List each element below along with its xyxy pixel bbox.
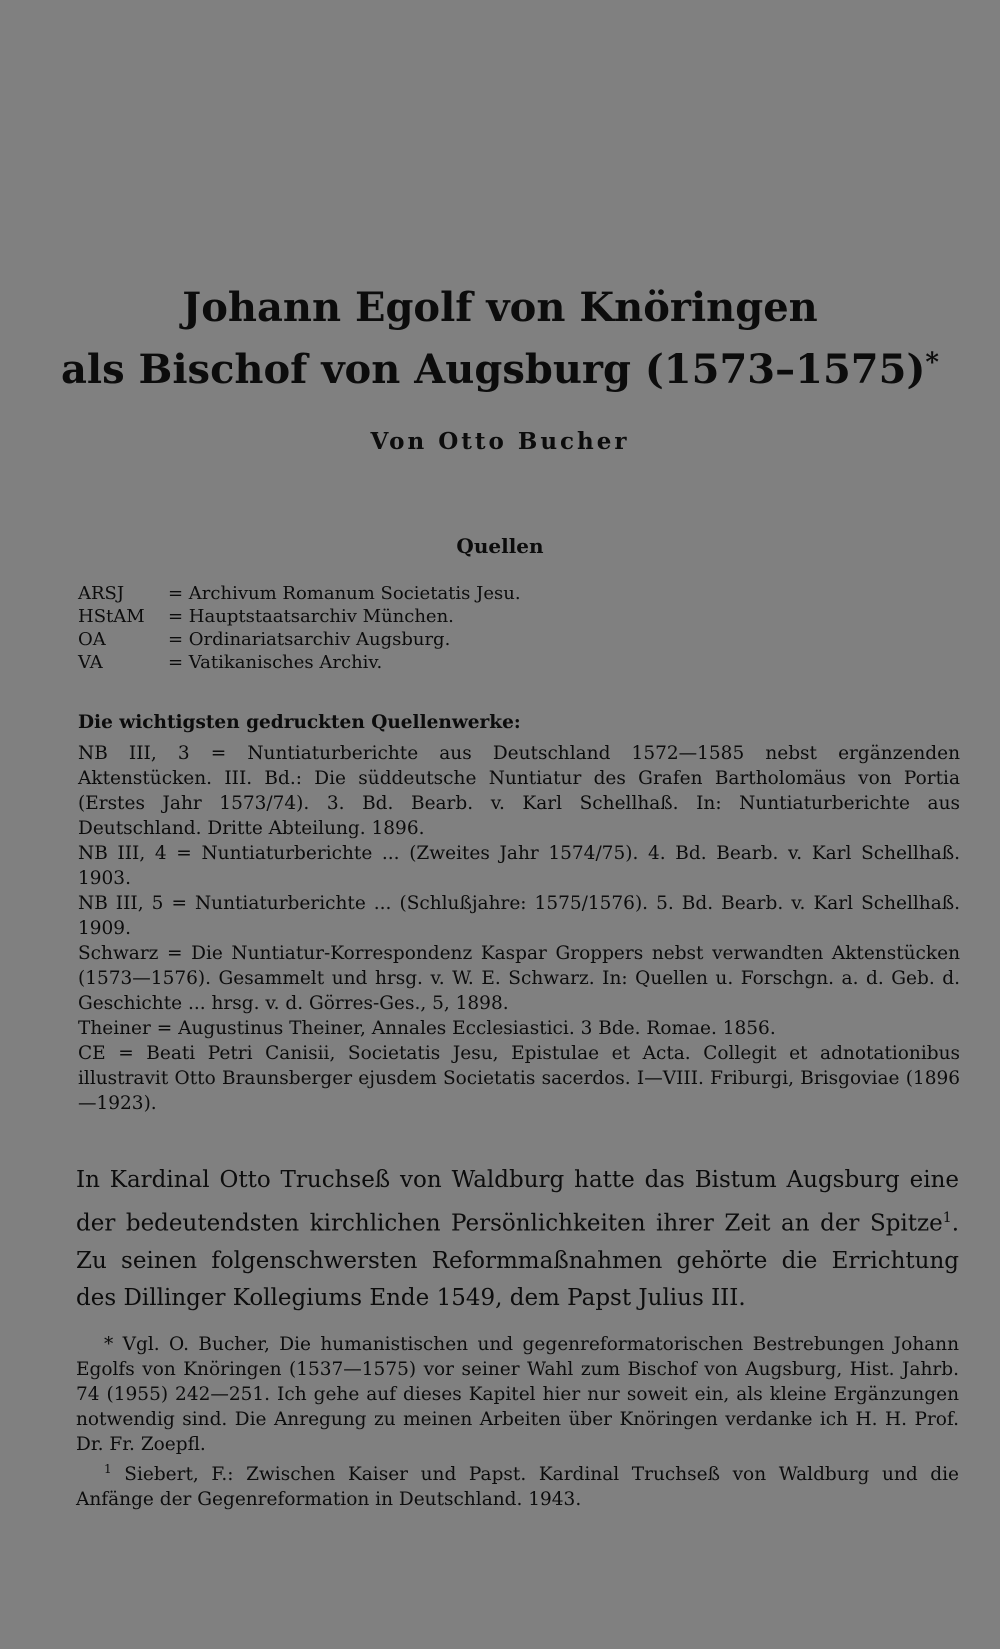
title-footnote-marker: * (925, 348, 939, 378)
footnote-marker: * (104, 1334, 114, 1355)
source-entry: NB III, 3 = Nuntiaturberichte aus Deutschland 1572—1585 nebst ergänzenden Aktenstücken. III. Bd.: Die süddeutsche Nuntiatur des Grafen Bartholomäus von Portia (Erstes Jahr 1573/74). 3. Bd. Bearb. v. Karl Schellhaß. In: Nuntiaturberichte aus Deutschland. Dritte Abteilung. 1896. (78, 743, 960, 839)
footnote-text: Vgl. O. Bucher, Die humanistischen und gegenreformatorischen Bestrebungen Johann Egolfs von Knöringen (1537—1575) vor seiner Wahl zum Bischof von Augsburg, Hist. Jahrb. 74 (1955) 242—251. Ich gehe auf dieses Kapitel hier nur soweit ein, als kleine Ergänzungen notwendig sind. Die Anregung zu meinen Arbeiten über Knöringen verdanke ich H. H. Prof. Dr. Fr. Zoepfl. (76, 1334, 959, 1455)
title-text-1: Johann Egolf von Knöringen (182, 284, 818, 331)
source-entry: CE = Beati Petri Canisii, Societatis Jesu, Epistulae et Acta. Collegit et adnotationibus illustravit Otto Braunsberger ejusdem Societatis sacerdos. I—VIII. Friburgi, Brisgoviae (1896—1923). (78, 1043, 960, 1114)
footnote-text: Siebert, F.: Zwischen Kaiser und Papst. Kardinal Truchseß von Waldburg und die Anfänge der Gegenreformation in Deutschland. 1943. (76, 1464, 960, 1511)
footnote-marker: 1 (104, 1462, 112, 1476)
abbreviation-value: = Ordinariatsarchiv Augsburg. (168, 629, 451, 650)
abbreviation-key: HStAM (78, 606, 145, 627)
title-text-2: als Bischof von Augsburg (1573–1575) (60, 346, 926, 393)
title-line-1 (0, 284, 1000, 331)
abbreviation-row (78, 628, 958, 651)
printed-sources-intro: Die wichtigsten gedruckten Quellenwerke: (78, 712, 521, 733)
abbreviation-row (78, 605, 958, 628)
abbreviation-key: VA (78, 652, 103, 673)
body-paragraph (76, 1162, 959, 1318)
abbreviation-key: ARSJ (78, 583, 125, 604)
body-text-end: . Zu seinen folgenschwersten Reformmaßnahmen gehörte die Errichtung des Dillinger Kollegiums Ende 1549, dem Papst Julius III. (76, 1210, 959, 1312)
footnotes (76, 1332, 959, 1512)
source-entry: NB III, 5 = Nuntiaturberichte ... (Schlußjahre: 1575/1576). 5. Bd. Bearb. v. Karl Schellhaß. 1909. (78, 893, 960, 939)
abbreviation-value: = Vatikanisches Archiv. (168, 652, 383, 673)
footnote (76, 1457, 959, 1512)
source-entry: NB III, 4 = Nuntiaturberichte ... (Zweites Jahr 1574/75). 4. Bd. Bearb. v. Karl Schellhaß. 1903. (78, 843, 960, 889)
footnote (76, 1332, 959, 1457)
abbreviation-key: OA (78, 629, 106, 650)
sources-heading: Quellen (456, 534, 544, 558)
abbreviation-value: = Archivum Romanum Societatis Jesu. (168, 583, 521, 604)
abbreviation-row (78, 582, 958, 605)
author-line: Von Otto Bucher (370, 428, 630, 455)
source-entry: Theiner = Augustinus Theiner, Annales Ecclesiastici. 3 Bde. Romae. 1856. (78, 1018, 776, 1039)
footnote-reference: 1 (942, 1209, 952, 1226)
abbreviation-row (78, 651, 958, 674)
abbreviations-list (78, 582, 958, 674)
printed-sources (78, 710, 960, 1116)
source-entry: Schwarz = Die Nuntiatur-Korrespondenz Kaspar Groppers nebst verwandten Aktenstücken (1573—1576). Gesammelt und hrsg. v. W. E. Schwarz. In: Quellen u. Forschgn. a. d. Geb. d. Geschichte ... hrsg. v. d. Görres-Ges., 5, 1898. (78, 943, 960, 1014)
abbreviation-value: = Hauptstaatsarchiv München. (168, 606, 454, 627)
title-line-2 (0, 346, 1000, 393)
body-text-start: In Kardinal Otto Truchseß von Waldburg hatte das Bistum Augsburg eine der bedeutendsten kirchlichen Persönlichkeiten ihrer Zeit an der Spitze (76, 1167, 959, 1237)
